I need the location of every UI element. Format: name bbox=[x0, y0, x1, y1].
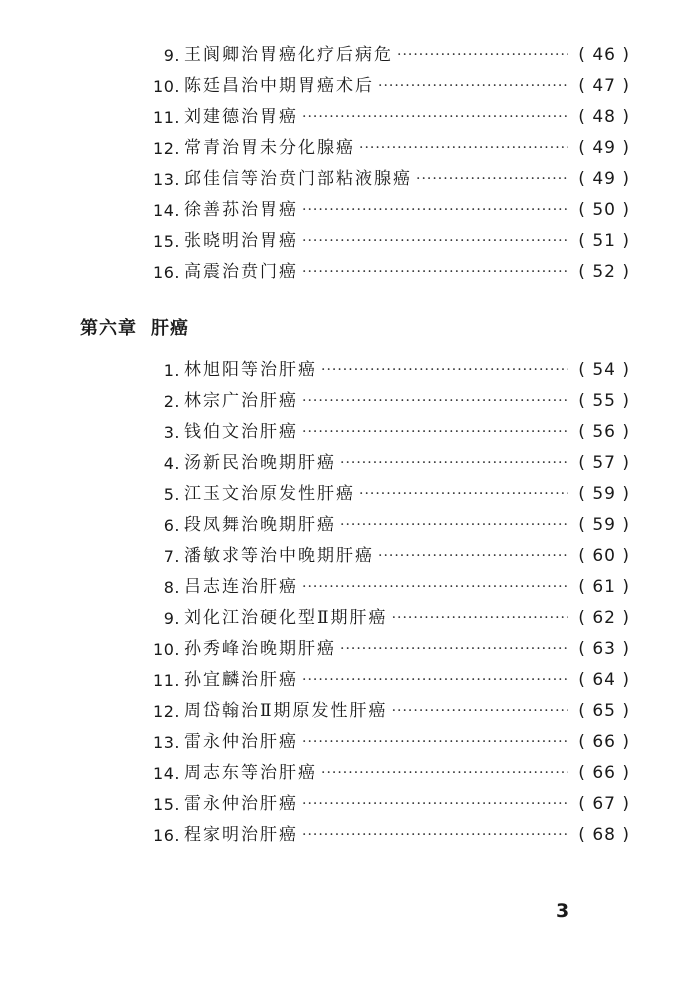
toc-entry-page: ( 67 ) bbox=[578, 794, 630, 814]
toc-entry bbox=[140, 71, 630, 102]
toc-entry bbox=[140, 603, 630, 634]
toc-entry-title: 林旭阳等治肝癌 bbox=[184, 360, 317, 380]
toc-entry bbox=[140, 164, 630, 195]
toc-entry-title: 刘建德治胃癌 bbox=[184, 107, 298, 127]
toc-entry-number: 15. bbox=[153, 232, 180, 251]
toc-entry bbox=[140, 696, 630, 727]
toc-leader-dots bbox=[302, 820, 568, 851]
toc-leader-dots bbox=[392, 696, 568, 727]
chapter-name: 肝癌 bbox=[151, 318, 189, 339]
toc-entry-title: 雷永仲治肝癌 bbox=[184, 732, 298, 752]
toc-entry-title: 周岱翰治Ⅱ期原发性肝癌 bbox=[184, 701, 388, 721]
toc-entry-page: ( 51 ) bbox=[578, 231, 630, 251]
toc-entry-number: 10. bbox=[153, 77, 180, 96]
toc-entry bbox=[140, 355, 630, 386]
toc-entry-number: 10. bbox=[153, 640, 180, 659]
toc-entry bbox=[140, 541, 630, 572]
toc-entry-page: ( 65 ) bbox=[578, 701, 630, 721]
toc-entry-number: 12. bbox=[153, 139, 180, 158]
toc-leader-dots bbox=[378, 541, 568, 572]
toc-entry-page: ( 47 ) bbox=[578, 76, 630, 96]
toc-entry-title: 邱佳信等治贲门部粘液腺癌 bbox=[184, 169, 412, 189]
toc-entry-number: 15. bbox=[153, 795, 180, 814]
toc-entry-number: 9. bbox=[163, 46, 180, 65]
toc-entry-number: 2. bbox=[163, 392, 180, 411]
toc-entry-number: 11. bbox=[153, 108, 180, 127]
toc-entry-title: 钱伯文治肝癌 bbox=[184, 422, 298, 442]
toc-leader-dots bbox=[321, 758, 568, 789]
toc-entry-number: 14. bbox=[153, 201, 180, 220]
toc-entry-title: 潘敏求等治中晚期肝癌 bbox=[184, 546, 374, 566]
toc-entry-title: 王阆卿治胃癌化疗后病危 bbox=[184, 45, 393, 65]
toc-entry bbox=[140, 417, 630, 448]
toc-entry-title: 雷永仲治肝癌 bbox=[184, 794, 298, 814]
toc-entry-number: 3. bbox=[163, 423, 180, 442]
toc-entry-page: ( 60 ) bbox=[578, 546, 630, 566]
toc-leader-dots bbox=[302, 572, 568, 603]
toc-leader-dots bbox=[302, 386, 568, 417]
toc-entry-page: ( 66 ) bbox=[578, 763, 630, 783]
chapter-heading bbox=[80, 314, 189, 340]
toc-entry-number: 5. bbox=[163, 485, 180, 504]
toc-entry-title: 高震治贲门癌 bbox=[184, 262, 298, 282]
toc-entry-number: 4. bbox=[163, 454, 180, 473]
toc-entry-page: ( 68 ) bbox=[578, 825, 630, 845]
toc-entry-title: 刘化江治硬化型Ⅱ期肝癌 bbox=[184, 608, 388, 628]
toc-entry bbox=[140, 133, 630, 164]
toc-entry bbox=[140, 226, 630, 257]
toc-entry bbox=[140, 257, 630, 288]
toc-leader-dots bbox=[302, 789, 568, 820]
toc-leader-dots bbox=[416, 164, 568, 195]
toc-entry-title: 汤新民治晚期肝癌 bbox=[184, 453, 336, 473]
toc-entry bbox=[140, 758, 630, 789]
toc-leader-dots bbox=[302, 102, 568, 133]
toc-entry-title: 徐善荪治胃癌 bbox=[184, 200, 298, 220]
toc-entry-title: 段凤舞治晚期肝癌 bbox=[184, 515, 336, 535]
toc-entry-title: 孙秀峰治晚期肝癌 bbox=[184, 639, 336, 659]
toc-leader-dots bbox=[392, 603, 568, 634]
toc-leader-dots bbox=[340, 448, 568, 479]
page-number: 3 bbox=[556, 900, 570, 922]
toc-entry-number: 11. bbox=[153, 671, 180, 690]
toc-entry-page: ( 54 ) bbox=[578, 360, 630, 380]
toc-entry bbox=[140, 820, 630, 851]
toc-entry-page: ( 50 ) bbox=[578, 200, 630, 220]
toc-entry-page: ( 48 ) bbox=[578, 107, 630, 127]
toc-entry-title: 常青治胃未分化腺癌 bbox=[184, 138, 355, 158]
toc-leader-dots bbox=[340, 510, 568, 541]
toc-entry-page: ( 63 ) bbox=[578, 639, 630, 659]
toc-entry-number: 6. bbox=[163, 516, 180, 535]
toc-leader-dots bbox=[359, 479, 568, 510]
toc-entry bbox=[140, 479, 630, 510]
toc-leader-dots bbox=[378, 71, 568, 102]
toc-entry bbox=[140, 634, 630, 665]
toc-entry bbox=[140, 102, 630, 133]
toc-entry-number: 9. bbox=[163, 609, 180, 628]
toc-entry-title: 江玉文治原发性肝癌 bbox=[184, 484, 355, 504]
toc-entry bbox=[140, 789, 630, 820]
toc-entry-number: 14. bbox=[153, 764, 180, 783]
toc-entry-title: 陈廷昌治中期胃癌术后 bbox=[184, 76, 374, 96]
toc-leader-dots bbox=[302, 665, 568, 696]
toc-entry-number: 12. bbox=[153, 702, 180, 721]
toc-entry bbox=[140, 40, 630, 71]
toc-leader-dots bbox=[302, 417, 568, 448]
toc-entry-title: 周志东等治肝癌 bbox=[184, 763, 317, 783]
toc-entry-number: 16. bbox=[153, 263, 180, 282]
toc-entry-page: ( 59 ) bbox=[578, 515, 630, 535]
toc-entry-number: 8. bbox=[163, 578, 180, 597]
toc-entry-page: ( 57 ) bbox=[578, 453, 630, 473]
toc-entry-page: ( 46 ) bbox=[578, 45, 630, 65]
toc-entry bbox=[140, 572, 630, 603]
toc-leader-dots bbox=[321, 355, 568, 386]
toc-entry-page: ( 55 ) bbox=[578, 391, 630, 411]
toc-entry-number: 13. bbox=[153, 733, 180, 752]
toc-entry-number: 7. bbox=[163, 547, 180, 566]
chapter-label: 第六章 bbox=[80, 318, 137, 339]
toc-entry bbox=[140, 195, 630, 226]
toc-entry-title: 吕志连治肝癌 bbox=[184, 577, 298, 597]
toc-leader-dots bbox=[397, 40, 568, 71]
toc-entry-page: ( 66 ) bbox=[578, 732, 630, 752]
toc-entry-title: 程家明治肝癌 bbox=[184, 825, 298, 845]
toc-list-liver-cancer bbox=[140, 355, 630, 851]
toc-entry-page: ( 61 ) bbox=[578, 577, 630, 597]
toc-entry-page: ( 62 ) bbox=[578, 608, 630, 628]
toc-entry bbox=[140, 510, 630, 541]
toc-entry-page: ( 52 ) bbox=[578, 262, 630, 282]
toc-entry-number: 13. bbox=[153, 170, 180, 189]
toc-entry-title: 张晓明治胃癌 bbox=[184, 231, 298, 251]
toc-entry-page: ( 49 ) bbox=[578, 169, 630, 189]
toc-entry-page: ( 64 ) bbox=[578, 670, 630, 690]
toc-entry-title: 孙宜麟治肝癌 bbox=[184, 670, 298, 690]
toc-list-stomach-cancer bbox=[140, 40, 630, 288]
toc-entry-page: ( 59 ) bbox=[578, 484, 630, 504]
toc-entry-number: 1. bbox=[163, 361, 180, 380]
toc-entry bbox=[140, 448, 630, 479]
toc-leader-dots bbox=[302, 727, 568, 758]
toc-entry-page: ( 49 ) bbox=[578, 138, 630, 158]
toc-leader-dots bbox=[302, 195, 568, 226]
toc-leader-dots bbox=[340, 634, 568, 665]
toc-entry-number: 16. bbox=[153, 826, 180, 845]
toc-entry bbox=[140, 386, 630, 417]
toc-entry-page: ( 56 ) bbox=[578, 422, 630, 442]
toc-leader-dots bbox=[302, 226, 568, 257]
toc-entry bbox=[140, 665, 630, 696]
toc-leader-dots bbox=[302, 257, 568, 288]
toc-entry bbox=[140, 727, 630, 758]
toc-leader-dots bbox=[359, 133, 568, 164]
toc-entry-title: 林宗广治肝癌 bbox=[184, 391, 298, 411]
